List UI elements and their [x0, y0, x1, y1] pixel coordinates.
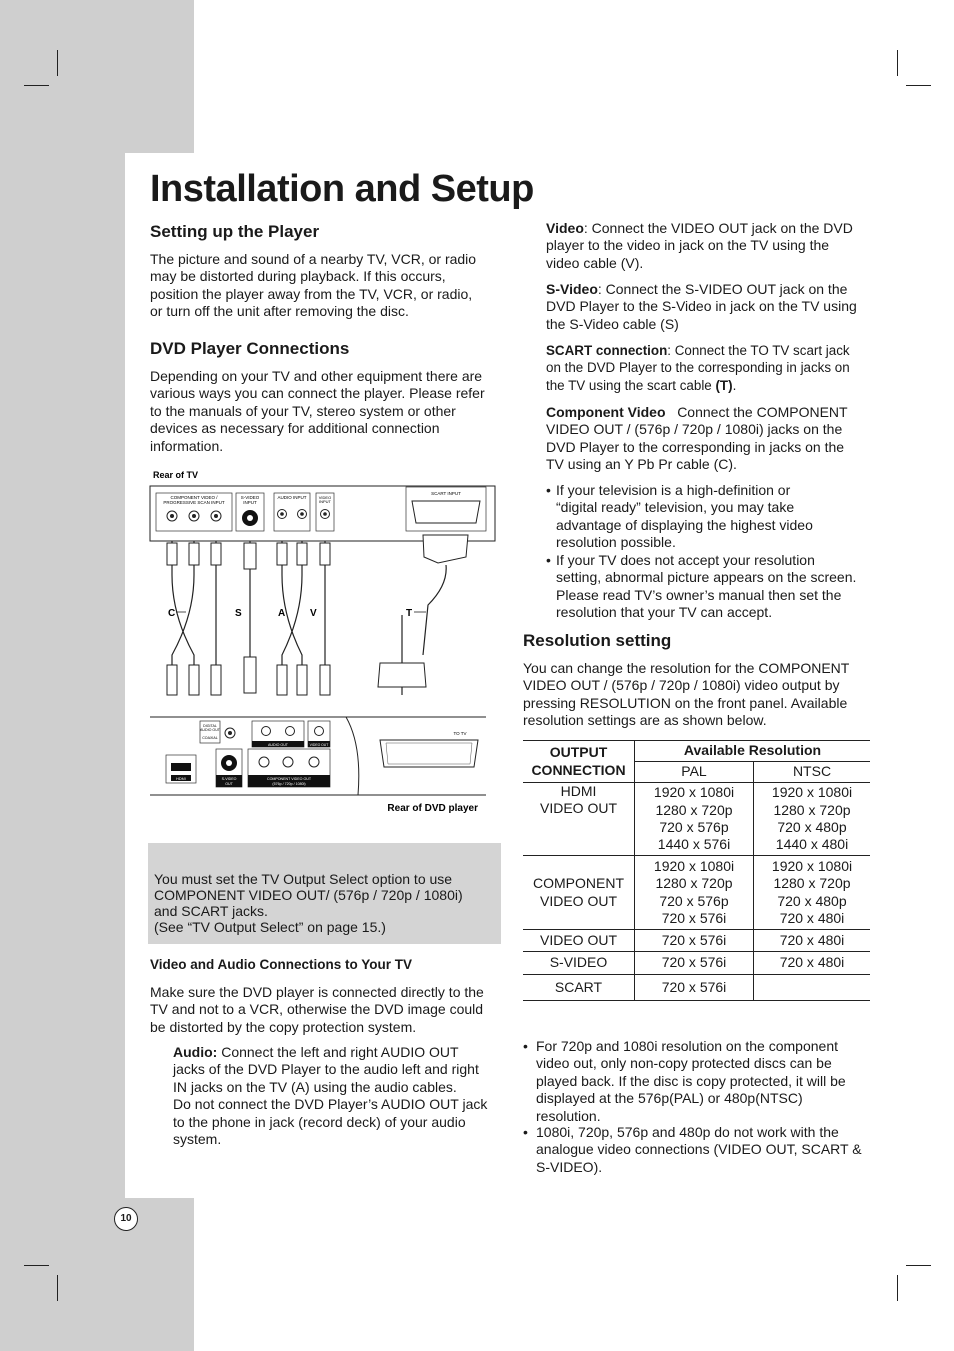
text-line: the S-Video cable (S)	[546, 315, 679, 332]
cell-line: 1280 x 720p	[655, 801, 733, 818]
bullet-text	[536, 1124, 862, 1176]
bullet-text	[536, 1038, 846, 1125]
text-line	[173, 1044, 508, 1061]
header-available: Available Resolution	[635, 741, 871, 762]
cell-line: VIDEO OUT	[539, 892, 617, 909]
header-line: CONNECTION	[531, 761, 626, 778]
crop-mark	[57, 1275, 58, 1301]
page-title: Installation and Setup	[150, 168, 534, 210]
pal-cell: 720 x 576i	[635, 975, 754, 1001]
cell-line: 720 x 480i	[779, 909, 845, 926]
dvd-connections-paragraph	[150, 368, 505, 455]
text-line	[546, 220, 876, 237]
text-line: For 720p and 1080i resolution on the component	[536, 1038, 838, 1054]
video-label: Video	[546, 220, 584, 236]
text-line: Depending on your TV and other equipment there are	[150, 368, 483, 384]
text-line: may be distorted during playback. If this occurs,	[150, 268, 446, 285]
text-line: be distorted by the copy protection system.	[150, 1018, 417, 1035]
tv-label: S-VIDEO	[240, 495, 260, 500]
svideo-paragraph	[546, 281, 876, 333]
dvd-label: HDMI	[176, 777, 186, 781]
table-row	[523, 856, 870, 930]
tv-label: COMPONENT VIDEO /	[170, 495, 218, 500]
bullet-text	[556, 482, 813, 552]
audio-first-line: Connect the left and right AUDIO OUT	[217, 1044, 459, 1060]
text-line: TV using an Y Pb Pr cable (C).	[546, 456, 737, 473]
text-line: resolution settings are as shown below.	[523, 712, 767, 729]
text-line: VIDEO OUT / (576p / 720p / 1080i) video output by	[523, 677, 840, 694]
pal-cell: 720 x 576i	[635, 952, 754, 975]
svideo-first-line: : Connect the S-VIDEO OUT jack on the	[597, 281, 848, 297]
text-line: system.	[173, 1131, 222, 1148]
pal-cell	[635, 856, 754, 930]
note-text	[154, 871, 494, 935]
conn-cell: VIDEO OUT	[523, 930, 635, 952]
tv-label: AUDIO INPUT	[277, 495, 307, 500]
audio-label: Audio:	[173, 1044, 218, 1060]
text-line: information.	[150, 437, 224, 454]
text-line: TV and not to a VCR, otherwise the DVD image could	[150, 1001, 484, 1018]
cable-label: A	[278, 608, 286, 619]
video-paragraph	[546, 220, 876, 272]
dvd-label: AUDIO OUT	[200, 728, 220, 732]
conn-cell: S-VIDEO	[523, 952, 635, 975]
text-line: to the manuals of your TV, stereo system or other	[150, 402, 456, 419]
bullet-dot: •	[546, 482, 551, 498]
top-white-band	[194, 0, 954, 153]
connection-diagram-svg	[148, 465, 508, 835]
connection-diagram	[148, 465, 508, 835]
header-output	[523, 741, 635, 783]
dvd-label: COMPONENT VIDEO OUT	[266, 777, 312, 781]
crop-mark	[906, 85, 931, 86]
cell-line: 1920 x 1080i	[771, 784, 853, 801]
cell-line: 720 x 480p	[777, 892, 847, 909]
scart-first-line: : Connect the TO TV scart jack	[667, 343, 850, 358]
text-line: on the DVD Player to the corresponding in jacks on	[546, 360, 850, 376]
cable-label: T	[406, 608, 413, 619]
tv-label: SCART INPUT	[431, 491, 461, 496]
cell-line: 720 x 576i	[661, 909, 727, 926]
note-line: (See “TV Output Select” on page 15.)	[154, 919, 386, 935]
text-line	[546, 404, 876, 421]
text-line: You can change the resolution for the COMPONENT	[523, 660, 850, 676]
component-label: Component Video	[546, 404, 666, 420]
audio-paragraph	[173, 1044, 508, 1148]
setting-heading: Setting up the Player	[150, 222, 320, 241]
text-line: Please read TV’s owner’s manual then set the	[556, 586, 842, 603]
text-line: resolution that your TV can accept.	[556, 604, 773, 621]
ntsc-cell: 720 x 480i	[754, 930, 871, 952]
text-line	[546, 281, 876, 298]
cable-label: S	[235, 608, 242, 619]
pal-cell	[635, 783, 754, 856]
conn-cell	[523, 856, 635, 930]
bullet-text	[556, 552, 856, 622]
dvd-label: AUDIO OUT	[268, 743, 288, 747]
header-pal: PAL	[635, 762, 754, 783]
text-line: to the phone in jack (record deck) of your audio	[173, 1113, 466, 1130]
conn-cell	[523, 783, 635, 856]
cell-line: 720 x 576p	[659, 892, 729, 909]
text-line: played back. If the disc is copy protected, it will be	[536, 1072, 846, 1089]
text-line: “digital ready” television, you may take	[556, 499, 795, 516]
cell-line: 1280 x 720p	[773, 801, 851, 818]
scart-last-line: the TV using the scart cable	[546, 377, 716, 393]
crop-mark	[897, 1275, 898, 1301]
text-line: IN jacks on the TV (A) using the audio cables.	[173, 1078, 457, 1095]
text-line: DVD Player to the S-Video in jack on the TV using	[546, 298, 857, 315]
text-line: 1080i, 720p, 576p and 480p do not work with the	[536, 1124, 839, 1140]
text-line: The picture and sound of a nearby TV, VCR, or radio	[150, 251, 477, 267]
resolution-paragraph	[523, 660, 883, 730]
pal-cell: 720 x 576i	[635, 930, 754, 952]
ntsc-cell: 720 x 480i	[754, 952, 871, 975]
conn-cell: SCART	[523, 975, 635, 1001]
video-first-line: : Connect the VIDEO OUT jack on the DVD	[583, 220, 853, 236]
text-line: Do not connect the DVD Player’s AUDIO OUT jack	[173, 1096, 488, 1113]
bullet-dot: •	[546, 552, 551, 568]
text-line: If your television is a high-definition or	[556, 482, 791, 498]
bullet-dot: •	[523, 1038, 528, 1054]
cell-line: 1280 x 720p	[773, 875, 851, 892]
text-line: DVD Player to the corresponding in jacks on the	[546, 438, 845, 455]
text-line: Make sure the DVD player is connected directly to the	[150, 984, 484, 1000]
scart-label: SCART connection	[546, 343, 668, 358]
table-header-row	[523, 741, 870, 762]
text-line: position the player away from the TV, VCR, or radio,	[150, 285, 473, 302]
text-line: jacks of the DVD Player to the audio left and right	[173, 1061, 479, 1078]
dvd-label: VIDEO OUT	[309, 743, 329, 747]
tv-label: PROGRESSIVE SCAN INPUT	[163, 500, 225, 505]
va-heading: Video and Audio Connections to Your TV	[150, 957, 413, 972]
text-line: displayed at the 576p(PAL) or 480p(NTSC)	[536, 1090, 803, 1107]
crop-mark	[906, 1265, 931, 1266]
tv-label: VIDEO	[318, 495, 332, 500]
component-paragraph	[546, 404, 876, 474]
text-line: various ways you can connect the player. Please refer	[150, 385, 485, 402]
ntsc-cell	[754, 975, 871, 1001]
note-line: and SCART jacks.	[154, 903, 268, 919]
cable-label: C	[168, 608, 176, 619]
text-line: video cable (V).	[546, 254, 644, 271]
dvd-label: S-VIDEO	[221, 777, 237, 781]
ntsc-cell	[754, 856, 871, 930]
cell-line: 1440 x 576i	[657, 836, 731, 853]
text-line: advantage of displaying the highest video	[556, 516, 813, 533]
cell-line: 1920 x 1080i	[771, 857, 853, 874]
note-line: You must set the TV Output Select option to use	[154, 871, 453, 887]
tv-label: INPUT	[319, 499, 331, 504]
cell-line: COMPONENT	[533, 875, 624, 892]
resolution-heading: Resolution setting	[523, 631, 672, 650]
cell-line: HDMI	[560, 783, 597, 799]
dvd-label: (576p / 720p / 1080i)	[272, 782, 306, 786]
scart-t: (T)	[715, 377, 733, 393]
note-box	[148, 843, 501, 944]
bullet-dot: •	[523, 1124, 528, 1140]
crop-mark	[24, 85, 49, 86]
crop-mark	[57, 50, 58, 76]
text-line: S-VIDEO).	[536, 1158, 603, 1175]
cell-line: 1920 x 1080i	[653, 857, 735, 874]
text-line: VIDEO OUT / (576p / 720p / 1080i) jacks on the	[546, 421, 843, 438]
text-line: setting, abnormal picture appears on the screen.	[556, 569, 857, 586]
cell-line: 1920 x 1080i	[653, 784, 735, 801]
cell-line: 1440 x 480i	[775, 836, 849, 853]
header-ntsc: NTSC	[754, 762, 871, 783]
text-line: resolution.	[536, 1107, 601, 1124]
text-line: video out, only non-copy protected discs can be	[536, 1055, 832, 1072]
table-row	[523, 930, 870, 952]
svideo-label: S-Video	[546, 281, 598, 297]
dvd-label: DIGITAL	[203, 724, 217, 728]
note-line: COMPONENT VIDEO OUT/ (576p / 720p / 1080i)	[154, 887, 463, 903]
text-line: If your TV does not accept your resolution	[556, 552, 815, 568]
cable-label: V	[310, 608, 317, 619]
text-line	[546, 377, 876, 394]
rear-tv-label: Rear of TV	[153, 470, 199, 480]
dvd-label: COAXIAL	[202, 736, 218, 740]
text-line: analogue video connections (VIDEO OUT, SCART &	[536, 1141, 862, 1158]
text-line: devices as necessary for additional connection	[150, 420, 440, 437]
dvd-label: OUT	[225, 782, 233, 786]
header-line: OUTPUT	[549, 744, 608, 761]
page-number: 10	[114, 1207, 138, 1231]
rear-dvd-label: Rear of DVD player	[387, 803, 478, 814]
table-row	[523, 975, 870, 1001]
text-line	[546, 342, 876, 359]
setting-paragraph	[150, 251, 500, 321]
tv-label: INPUT	[243, 500, 257, 505]
crop-mark	[897, 50, 898, 76]
cell-line: 720 x 576p	[659, 819, 729, 835]
component-first-line: Connect the COMPONENT	[665, 404, 848, 420]
table-row	[523, 952, 870, 975]
table-row	[523, 783, 870, 856]
cell-line: 720 x 480p	[777, 819, 847, 835]
va-paragraph	[150, 984, 505, 1036]
scart-paragraph	[546, 342, 876, 394]
scart-end: .	[732, 377, 737, 393]
cell-line: VIDEO OUT	[539, 800, 617, 817]
text-line: player to the video in jack on the TV using the	[546, 237, 830, 254]
dvd-label: TO TV	[453, 731, 467, 736]
cell-line: 1280 x 720p	[655, 875, 733, 892]
text-line: or turn off the unit after removing the disc.	[150, 303, 409, 320]
ntsc-cell	[754, 783, 871, 856]
crop-mark	[24, 1265, 49, 1266]
text-line: resolution possible.	[556, 534, 676, 551]
dvd-connections-heading: DVD Player Connections	[150, 339, 350, 358]
resolution-table	[523, 740, 870, 1001]
text-line: pressing RESOLUTION on the front panel. Available	[523, 694, 848, 711]
